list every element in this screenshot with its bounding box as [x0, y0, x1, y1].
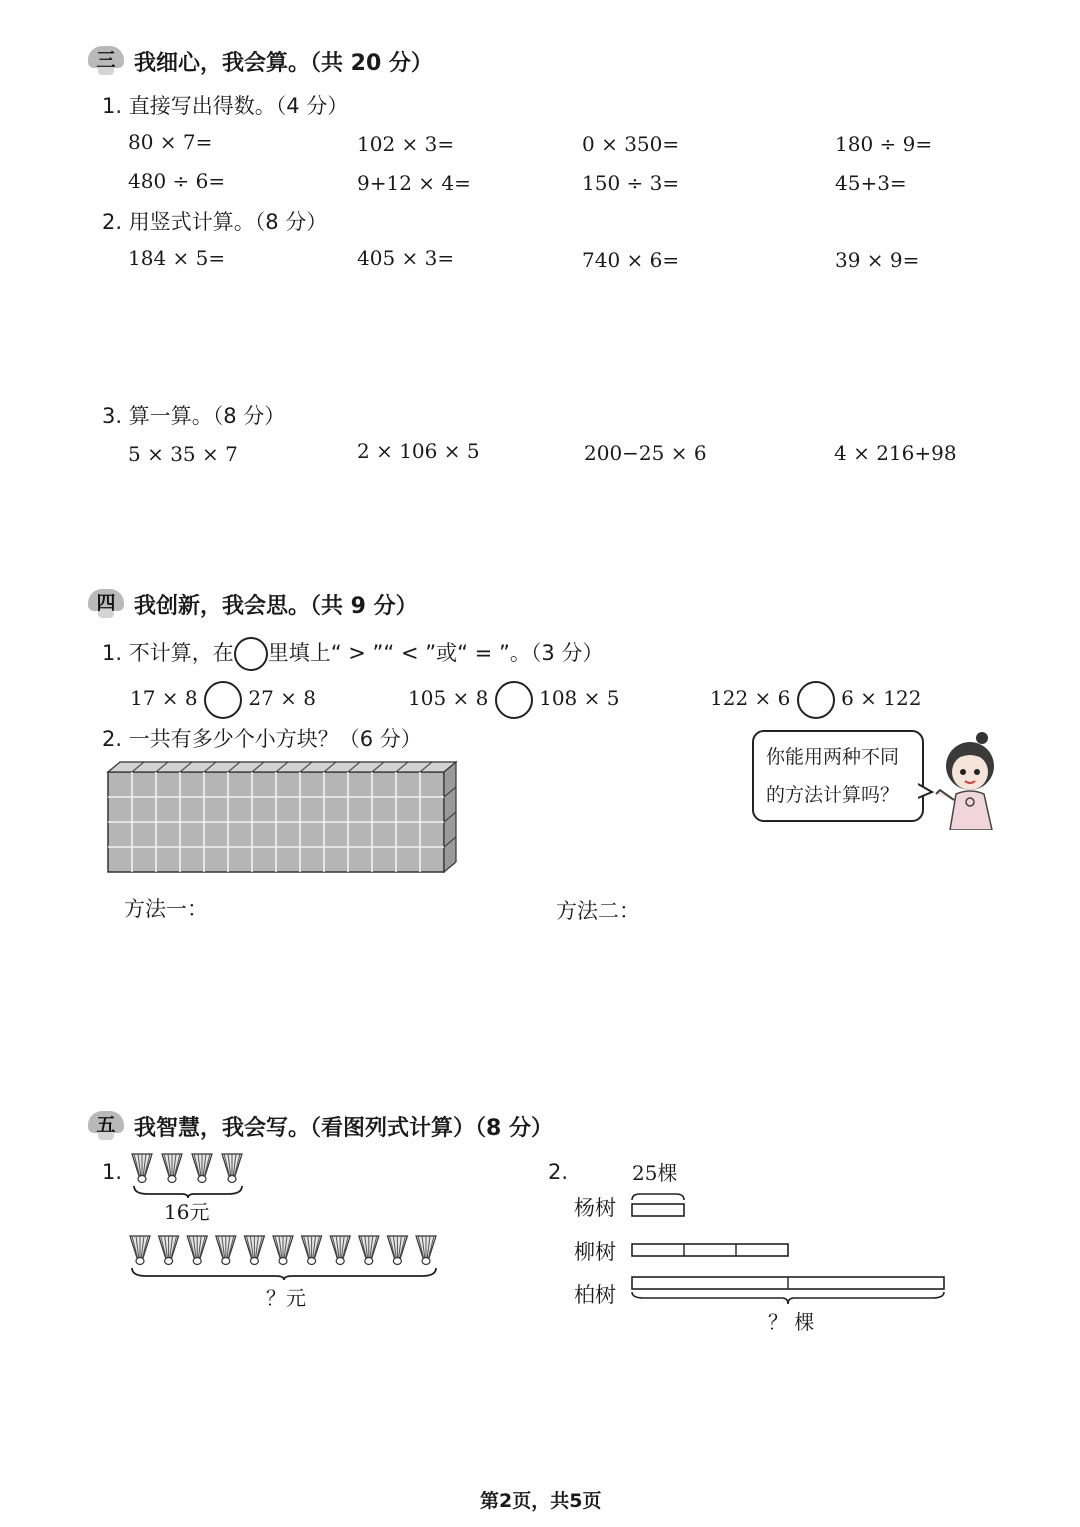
- calc-item: 5 × 35 × 7: [128, 442, 238, 466]
- comparison-left: 122 × 6: [710, 686, 791, 710]
- tree-bar-model: [626, 1180, 956, 1310]
- method-two-label: 方法二：: [556, 899, 640, 923]
- group-price-label: 16元: [164, 1200, 210, 1224]
- section3-title: 我细心，我会算。（共 20 分）: [134, 51, 433, 76]
- shuttlecock-group: [128, 1152, 248, 1198]
- oral-calc-item: 150 ÷ 3=: [582, 171, 680, 195]
- vertical-calc-item: 405 × 3=: [357, 246, 455, 270]
- oral-calc-item: 45+3=: [835, 171, 907, 195]
- comparison-item: [408, 678, 619, 718]
- comparison-circle-input[interactable]: [797, 681, 835, 719]
- section4-q1-title-b: 里填上“ > ”“ < ”或“ = ”。（3 分）: [267, 641, 604, 665]
- tree-row-label: 柏树: [574, 1283, 616, 1307]
- oral-calc-item: 480 ÷ 6=: [128, 169, 226, 193]
- comparison-left: 105 × 8: [408, 686, 489, 710]
- oral-calc-item: 0 × 350=: [582, 132, 680, 156]
- oral-calc-item: 180 ÷ 9=: [835, 132, 933, 156]
- tree-bar: [632, 1244, 788, 1256]
- shuttlecock-icon: [359, 1236, 379, 1265]
- comparison-right: 27 × 8: [248, 686, 317, 710]
- speech-bubble: 你能用两种不同的方法计算吗？: [752, 730, 924, 822]
- vertical-calc-item: 740 × 6=: [582, 248, 680, 272]
- tree-row-label: 杨树: [574, 1196, 616, 1220]
- vertical-calc-item: 184 × 5=: [128, 246, 226, 270]
- page-footer: 第2页，共5页: [480, 1490, 602, 1512]
- comparison-left: 17 × 8: [130, 686, 198, 710]
- shuttlecock-icon: [222, 1154, 242, 1183]
- shuttlecock-icon: [387, 1236, 407, 1265]
- section3-q1-title: 1. 直接写出得数。（4 分）: [102, 94, 349, 118]
- section5-q1-number: 1.: [102, 1160, 123, 1184]
- unit-tree-label: 25棵: [632, 1161, 678, 1185]
- section-badge-3: 三: [88, 46, 124, 76]
- shuttlecock-icon: [159, 1236, 179, 1265]
- total-price-label: ？元: [266, 1286, 306, 1310]
- shuttlecock-icon: [302, 1236, 322, 1265]
- shuttlecock-icon: [132, 1154, 152, 1183]
- method-one-label: 方法一：: [124, 897, 208, 921]
- comparison-item: [130, 678, 316, 718]
- oral-calc-item: 102 × 3=: [357, 132, 455, 156]
- section5-title: 我智慧，我会写。（看图列式计算）（8 分）: [134, 1116, 553, 1141]
- comparison-circle-input[interactable]: [495, 681, 533, 719]
- comparison-right: 6 × 122: [841, 686, 922, 710]
- section4-q2-title: 2. 一共有多少个小方块？（6 分）: [102, 727, 422, 751]
- section4-title: 我创新，我会思。（共 9 分）: [134, 594, 418, 619]
- answer-circle-icon: [234, 637, 268, 671]
- section3-q2-title: 2. 用竖式计算。（8 分）: [102, 210, 328, 234]
- shuttlecock-icon: [273, 1236, 293, 1265]
- cube-grid: [108, 762, 456, 872]
- vertical-calc-item: 39 × 9=: [835, 248, 920, 272]
- shuttlecock-icon: [162, 1154, 182, 1183]
- shuttlecock-icon: [187, 1236, 207, 1265]
- section-badge-5: 五: [88, 1111, 124, 1141]
- shuttlecock-icon: [216, 1236, 236, 1265]
- unit-brace: [632, 1194, 684, 1200]
- shuttlecock-icon: [130, 1236, 150, 1265]
- section3-q3-title: 3. 算一算。（8 分）: [102, 404, 286, 428]
- section5-q2-number: 2.: [548, 1160, 569, 1184]
- girl-character-icon: [930, 730, 1005, 830]
- shuttlecock-icon: [244, 1236, 264, 1265]
- tree-row-label: 柳树: [574, 1240, 616, 1264]
- shuttlecock-icon: [416, 1236, 436, 1265]
- shuttlecock-icon: [330, 1236, 350, 1265]
- comparison-right: 108 × 5: [539, 686, 620, 710]
- calc-item: 2 × 106 × 5: [357, 439, 480, 463]
- section4-q1-title-a: 1. 不计算，在: [102, 641, 234, 665]
- oral-calc-item: 9+12 × 4=: [357, 171, 471, 195]
- section-badge-4: 四: [88, 589, 124, 619]
- comparison-item: [710, 678, 921, 718]
- total-trees-label: ？ 棵: [768, 1310, 815, 1334]
- total-brace: [632, 1292, 944, 1304]
- comparison-circle-input[interactable]: [204, 681, 242, 719]
- shuttlecock-icon: [192, 1154, 212, 1183]
- oral-calc-item: 80 × 7=: [128, 130, 213, 154]
- calc-item: 200−25 × 6: [584, 441, 707, 465]
- shuttlecock-total: [126, 1234, 442, 1280]
- calc-item: 4 × 216+98: [834, 441, 957, 465]
- cube-block-figure: [104, 760, 460, 876]
- tree-bar: [632, 1204, 684, 1216]
- section4-q1-title: [102, 634, 603, 672]
